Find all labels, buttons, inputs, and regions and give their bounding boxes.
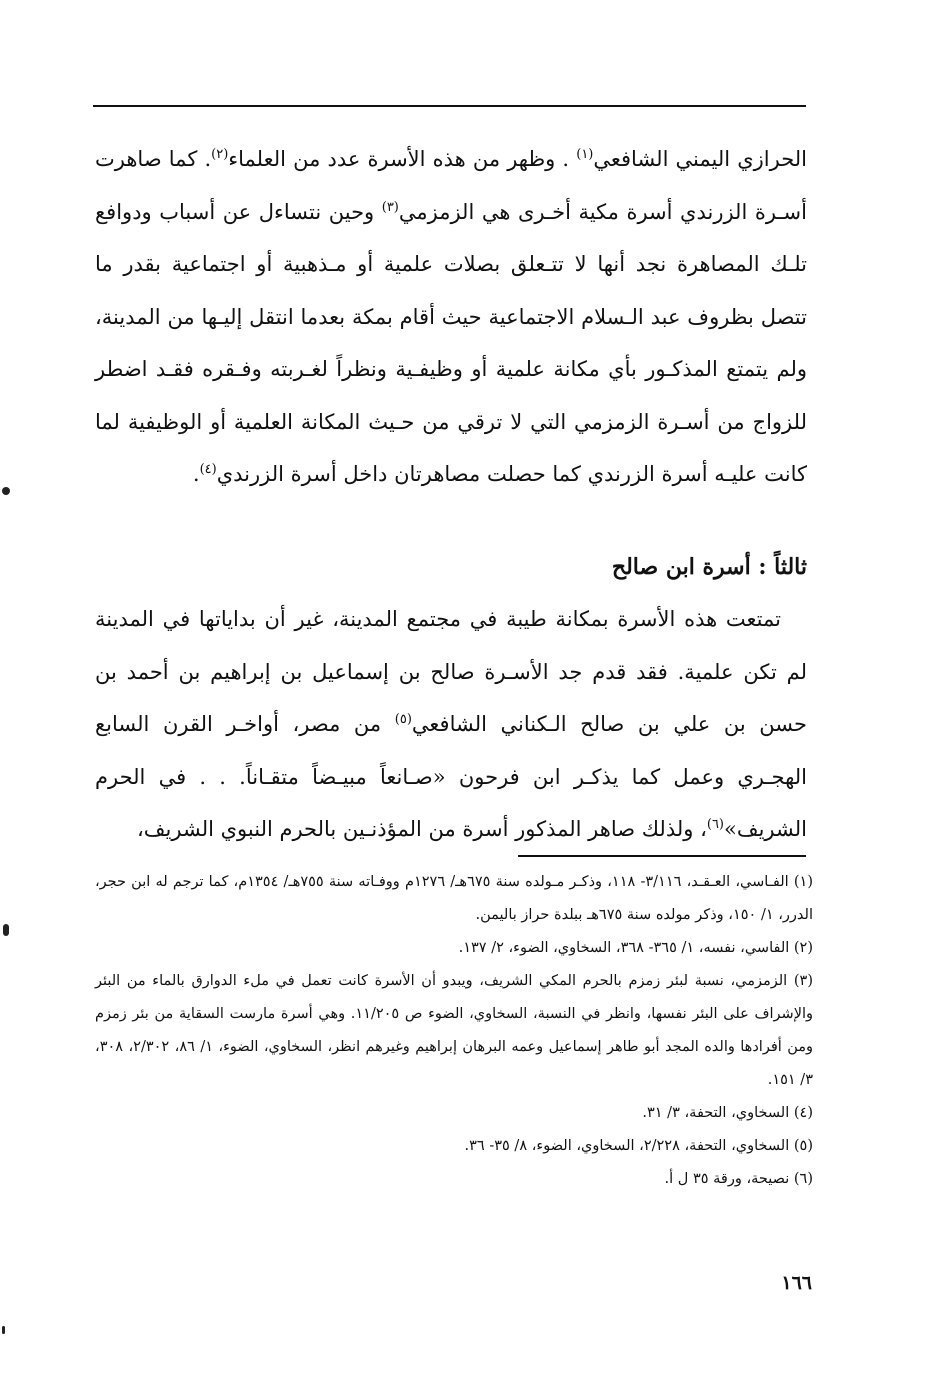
- text-run: الحرازي اليمني الشافعي: [593, 147, 807, 171]
- footnote-5: (٥) السخاوي، التحفة، ٢/٢٢٨، السخاوي، الضوء، ٨/ ٣٥- ٣٦.: [464, 1138, 813, 1154]
- paragraph-1: [95, 133, 807, 501]
- paragraph-2: [95, 593, 807, 856]
- footnote-ref: (٥): [394, 712, 412, 727]
- footnotes: [95, 866, 813, 1196]
- footnote-ref: (٣): [381, 199, 399, 215]
- footnote-4: (٤) السخاوي، التحفة، ٣/ ٣١.: [642, 1105, 813, 1121]
- text-run: تمتعت هذه الأسرة بمكانة طيبة في مجتمع المدينة، غير أن بداياتها في المدينة لم تكن علمية. فقد قدم جد الأسـرة صالح بن إسماعيل بن إبراهيم بن أحمد بن حسن بن علي بن صالح الـكناني الشافعي: [95, 607, 807, 736]
- page-number: ١٦٦: [781, 1272, 812, 1294]
- scan-speck: [2, 1326, 5, 1334]
- text-run: .: [192, 462, 200, 486]
- text-run: . كما صاهرت أسـرة الزرندي أسرة مكية أخـرى هي الزمزمي: [95, 147, 807, 224]
- scan-speck: [2, 487, 10, 495]
- text-run: ، ولذلك صاهر المذكور أسرة من المؤذنـين بالحرم النبوي الشريف،: [137, 817, 707, 841]
- text-run: . وظهر من هذه الأسرة عدد من العلماء: [228, 147, 577, 171]
- footnote-ref: (٦): [706, 817, 724, 832]
- footnote-separator: [518, 855, 806, 857]
- footnote-1: (١) الفـاسي، العـقـد، ٣/١١٦- ١١٨، وذكـر مـولده سنة ٦٧٥هـ/ ١٢٧٦م ووفـاته سنة ٧٥٥هـ/ ١٣٥٤م، كما ترجم له ابن حجر، الدرر، ١/ ١٥٠، وذكر مولده سنة ٦٧٥هـ ببلدة حراز باليمن.: [95, 874, 814, 923]
- footnote-ref: (٤): [199, 462, 217, 477]
- footnote-2: (٢) الفاسي، نفسه، ١/ ٣٦٥- ٣٦٨، السخاوي، الضوء، ٢/ ١٣٧.: [458, 940, 813, 956]
- text-run: من مصر، أواخـر القرن السابع الهجـري وعمل كما يذكـر ابن فرحون «صـانعاً مبيـضاً متقـاناً. . . في الحرم الشريف»: [95, 712, 807, 841]
- scan-speck: [3, 924, 9, 936]
- footnote-3: (٣) الزمزمي، نسبة لبئر زمزم بالحرم المكي الشريف، ويبدو أن الأسرة كانت تعمل في ملء الدوارق بالماء من البئر والإشراف على البئر نفسها، وانظر في النسبة، السخاوي، الضوء ص ١١/٢٠٥. وهي أسرة مارست السقاية من بئر زمزم ومن أفرادها والده المجد أبو طاهر إسماعيل وعمه البرهان إبراهيم وغيرهم انظر، السخاوي، الضوء، ١/ ٨٦، ٢/٣٠٢، ٣٠٨، ٣/ ١٥١.: [95, 973, 813, 1088]
- section-heading: ثالثاً : أسرة ابن صالح: [611, 554, 807, 580]
- footnote-6: (٦) نصيحة، ورقة ٣٥ ل أ.: [664, 1171, 813, 1187]
- paragraph-2-text: [95, 593, 807, 856]
- footnote-ref: (١): [576, 147, 594, 162]
- text-run: وحين نتساءل عن أسباب ودوافع تلـك المصاهرة نجد أنها لا تتـعلق بصلات علمية أو مـذهبية أو اجتماعية بقدر ما تتصل بظروف عبد الـسلام الاجتماعية حيث أقام بمكة بعدما انتقل إليـها من المدينة، ولم يتمتع المذكـور بأي مكانة علمية أو وظيفـية ونظراً لغـربته وفـقره فقـد اضطر للزواج من أسـرة الزمزمي التي لا ترقي من حـيث المكانة العلمية أو الوظيفية لما كانت عليـه أسرة الزرندي كما حصلت مصاهرتان داخل أسرة الزرندي: [95, 199, 807, 486]
- paragraph-1-text: [95, 133, 807, 501]
- header-rule: [93, 105, 806, 107]
- footnote-ref: (٢): [211, 147, 229, 162]
